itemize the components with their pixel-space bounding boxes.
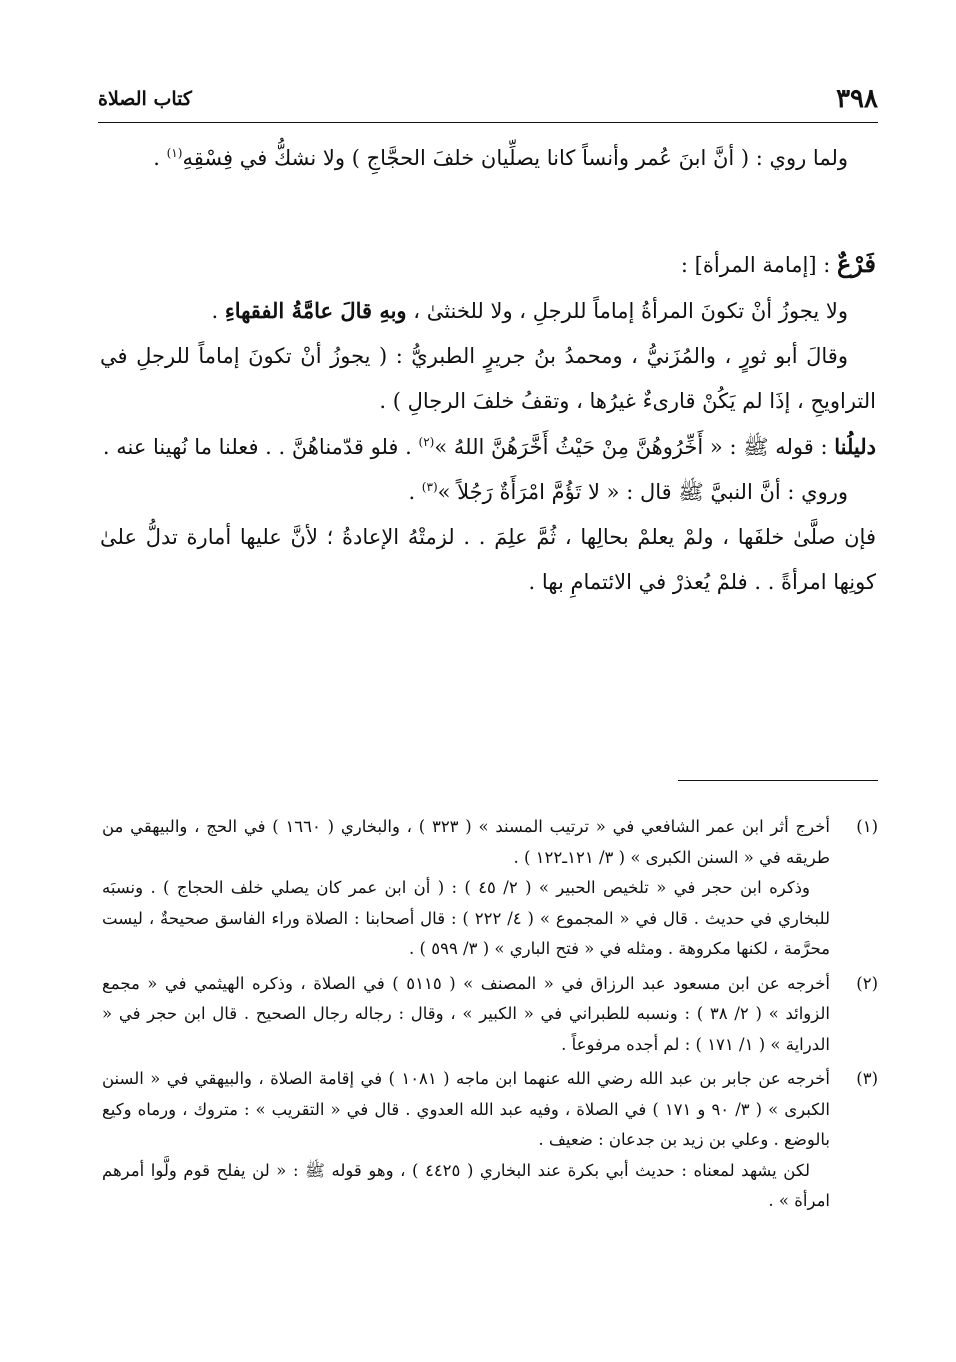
text-bold: وبهِ قالَ عامَّةُ الفقهاءِ [224,298,407,323]
footnote-number: (٣) [856,1069,878,1088]
footnote [102,1064,878,1217]
footnote-number: (١) [856,817,878,836]
footnotes [102,812,878,1221]
text: . فلو قدّمناهُنَّ . . فعلنا ما نُهينا عنه . [102,435,419,459]
running-title: كتاب الصلاة [98,88,192,110]
footnote-ref: (٢) [418,435,435,449]
evidence-label: دليلُنا [834,434,876,459]
paragraph [100,136,876,181]
footnote [102,812,878,965]
section-heading [100,241,876,288]
footnote-text: لكن يشهد لمعناه : حديث أبي بكرة عند البخاري ( ٤٤٢٥ ) ، وهو قوله ﷺ : « لن يفلح قوم ولَّوا أمرهم امرأة » . [102,1160,830,1210]
footnote [102,969,878,1061]
text: ولا يجوزُ أنْ تكونَ المرأةُ إماماً للرجلِ ، ولا للخنثىٰ ، [406,299,848,323]
footnote-body [102,1064,830,1217]
paragraph [100,288,876,334]
header-rule [98,122,878,123]
furu-label: فَرْعٌ [836,249,876,278]
text: وروي : أنَّ النبيَّ ﷺ قال : « لا تَؤُمَّ امْرَأَةٌ رَجُلاً » [437,480,848,504]
footnote-text: أخرجه عن ابن مسعود عبد الرزاق في « المصنف » ( ٥١١٥ ) في الصلاة ، وذكره الهيثمي في « مجمع الزوائد » ( ٢/ ٣٨ ) : ونسبه للطبراني في « الكبير » ، وقال : رجاله رجال الصحيح . قال ابن حجر في « الدراية » ( ١/ ١٧١ ) : لم أجده مرفوعاً . [102,973,831,1054]
footnote-body [102,812,830,965]
text: : قوله ﷺ : « أَخِّرُوهُنَّ مِنْ حَيْثُ أَخَّرَهُنَّ اللهُ » [434,435,835,459]
spacer [100,181,876,241]
paragraph: وقالَ أبو ثورٍ ، والمُزَنيُّ ، ومحمدُ بنُ جريرٍ الطبريُّ : ( يجوزُ أنْ تكونَ إماماً للرجلِ في التراويحِ ، إذَا لم يَكُنْ قارىءٌ غيرُها ، وتقفُ خلفَ الرجالِ ) . [100,344,876,413]
paragraph [100,470,876,515]
footnote-body [102,969,830,1061]
section-title: : [إمامة المرأة] : [680,253,837,277]
text: . [153,146,167,170]
text: . [211,299,225,323]
text: ولما روي : ( أنَّ ابنَ عُمر وأنساً كانا يصلِّيان خلفَ الحجَّاجِ ) ولا نشكُّ في فِسْقِهِ [182,146,848,170]
page-number: ٣٩٨ [836,84,878,114]
paragraph: فإن صلَّىٰ خلفَها ، ولمْ يعلمْ بحالِها ، ثُمَّ علِمَ . . لزمتْهُ الإعادةُ ؛ لأنَّ عليها أمارة تدلُّ علىٰ كونِها امرأةً . . فلمْ يُعذرْ في الائتمامِ بها . [100,525,876,594]
main-text [100,136,876,605]
text: . [408,480,422,504]
footnote-number: (٢) [856,973,878,993]
footnote-ref: (٣) [421,480,438,494]
footnote-rule [678,780,878,781]
footnote-ref: (١) [166,146,183,160]
paragraph [100,424,876,470]
page-header [98,84,878,120]
footnote-text: أخرجه عن جابر بن عبد الله رضي الله عنهما ابن ماجه ( ١٠٨١ ) في إقامة الصلاة ، والبيهقي في « السنن الكبرى » ( ٣/ ٩٠ و ١٧١ ) في الصلاة ، وفيه عبد الله العدوي . قال في « التقريب » : متروك ، ورماه وكيع بالوضع . وعلي بن زيد بن جدعان : ضعيف . [102,1069,830,1149]
footnote-text: وذكره ابن حجر في « تلخيص الحبير » ( ٢/ ٤٥ ) : ( أن ابن عمر كان يصلي خلف الحجاج ) . ونسبَه للبخاري في حديث . قال في « المجموع » ( ٤/ ٢٢٢ ) : قال أصحابنا : الصلاة وراء الفاسق صحيحةٌ ، ليست محرَّمة ، لكنها مكروهة . ومثله في « فتح الباري » ( ٣/ ٥٩٩ ) . [102,878,830,958]
footnote-text: أخرج أثر ابن عمر الشافعي في « ترتيب المسند » ( ٣٢٣ ) ، والبخاري ( ١٦٦٠ ) في الحج ، والبيهقي من طريقه في « السنن الكبرى » ( ٣/ ١٢١ـ١٢٢ ) . [102,817,830,867]
